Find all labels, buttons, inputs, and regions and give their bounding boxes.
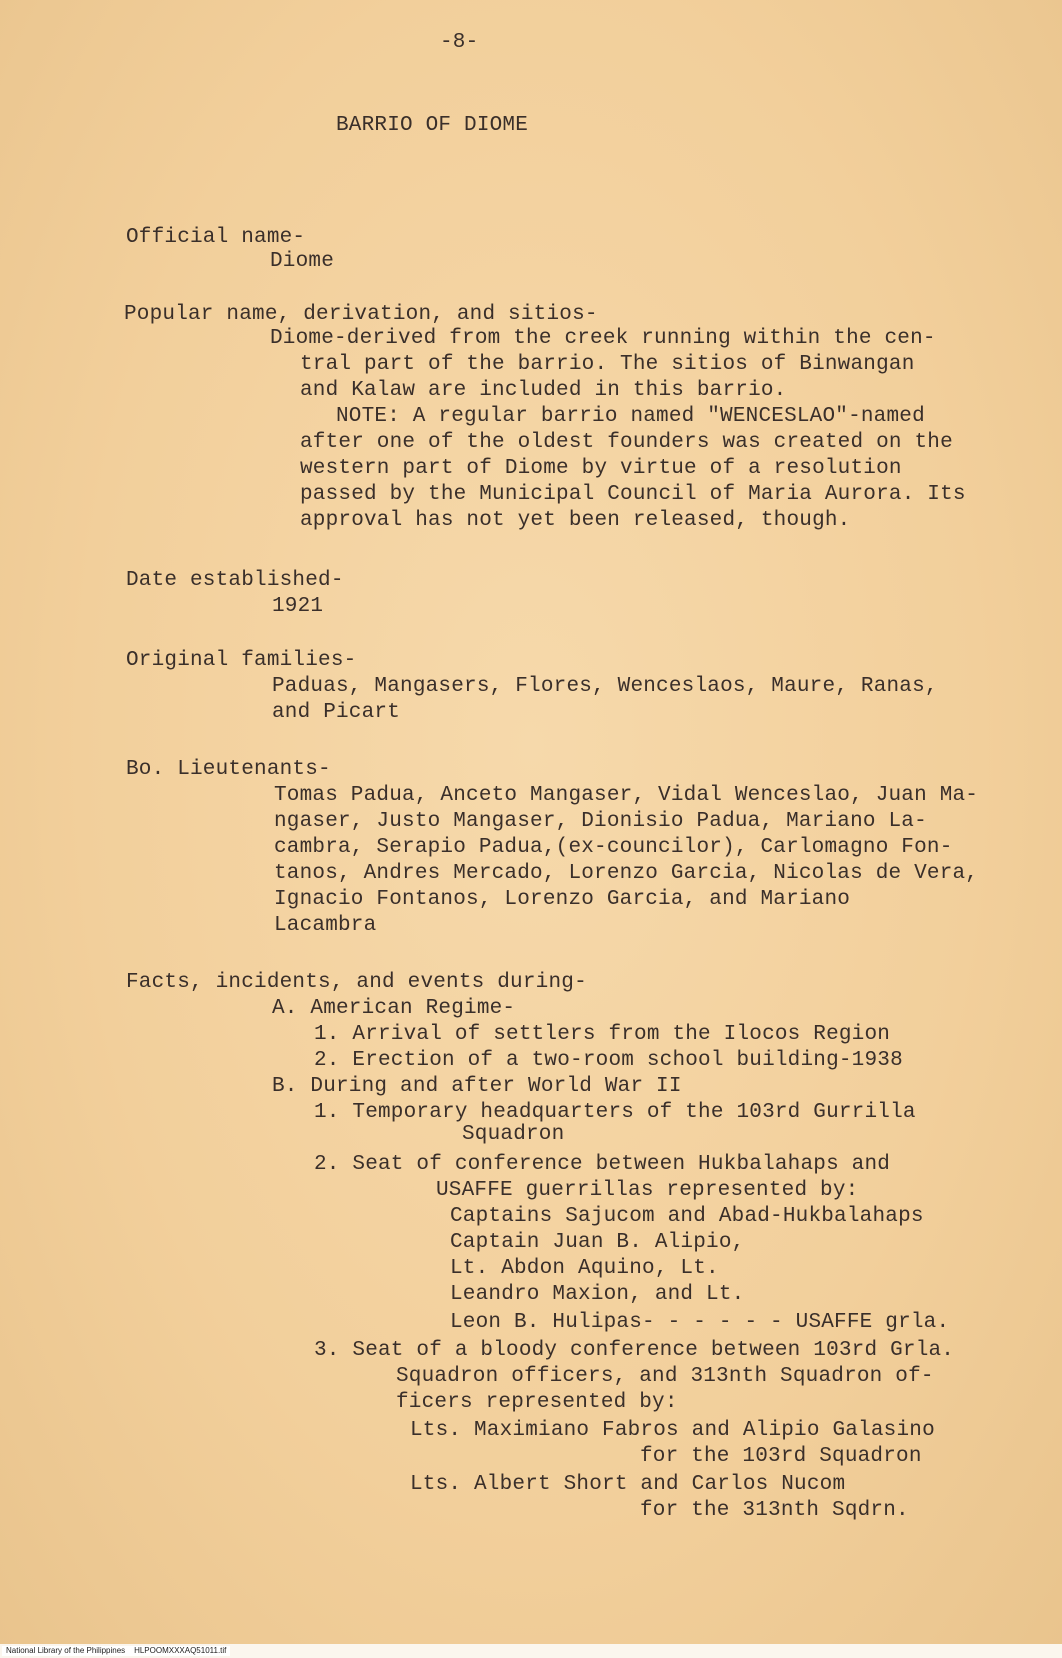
note-line: NOTE: A regular barrio named "WENCESLAO"-named — [336, 405, 925, 428]
facts-line: for the 103rd Squadron — [640, 1445, 922, 1468]
facts-line: B. During and after World War II — [272, 1075, 682, 1098]
facts-line: Lts. Albert Short and Carlos Nucom — [410, 1473, 846, 1496]
facts-line: Leon B. Hulipas- - - - - - USAFFE grla. — [450, 1311, 950, 1334]
facts-line: Lts. Maximiano Fabros and Alipio Galasino — [410, 1419, 935, 1442]
section-heading-popular-name: Popular name, derivation, and sitios- — [124, 303, 598, 326]
note-line: approval has not yet been released, though. — [300, 509, 851, 532]
facts-line: Captain Juan B. Alipio, — [450, 1231, 745, 1254]
facts-line: Captains Sajucom and Abad-Hukbalahaps — [450, 1205, 924, 1228]
section-heading-date-established: Date established- — [126, 569, 344, 592]
lieutenants-line: tanos, Andres Mercado, Lorenzo Garcia, Nicolas de Vera, — [274, 862, 979, 885]
families-line: and Picart — [272, 701, 401, 724]
section-heading-lieutenants: Bo. Lieutenants- — [126, 758, 331, 781]
date-established-value: 1921 — [272, 595, 324, 618]
facts-line: Leandro Maxion, and Lt. — [450, 1283, 745, 1306]
facts-line: 2. Seat of conference between Hukbalahaps and — [314, 1153, 891, 1176]
lieutenants-line: Tomas Padua, Anceto Mangaser, Vidal Wenceslao, Juan Ma- — [274, 784, 979, 807]
facts-line: 1. Arrival of settlers from the Ilocos Region — [314, 1023, 891, 1046]
popular-name-line: tral part of the barrio. The sitios of Binwangan — [300, 353, 915, 376]
lieutenants-line: Lacambra — [274, 914, 377, 937]
facts-line: 1. Temporary headquarters of the 103rd Gurrilla — [314, 1101, 916, 1124]
lieutenants-line: ngaser, Justo Mangaser, Dionisio Padua, Mariano La- — [274, 810, 927, 833]
scan-footer: National Library of the Philippines HLPOOMXXXAQ51011.tif — [2, 1646, 230, 1656]
popular-name-line: Diome-derived from the creek running within the cen- — [270, 327, 936, 350]
lieutenants-line: cambra, Serapio Padua,(ex-councilor), Carlomagno Fon- — [274, 836, 953, 859]
page-number: -8- — [440, 31, 479, 54]
note-line: passed by the Municipal Council of Maria Aurora. Its — [300, 483, 966, 506]
section-heading-facts: Facts, incidents, and events during- — [126, 971, 587, 994]
note-line: after one of the oldest founders was created on the — [300, 431, 953, 454]
section-heading-official-name: Official name- — [126, 226, 306, 249]
facts-line: Lt. Abdon Aquino, Lt. — [450, 1257, 719, 1280]
official-name-value: Diome — [270, 250, 335, 273]
popular-name-line: and Kalaw are included in this barrio. — [300, 379, 787, 402]
facts-line: A. American Regime- — [272, 997, 516, 1020]
families-line: Paduas, Mangasers, Flores, Wenceslaos, Maure, Ranas, — [272, 675, 938, 698]
page-title: BARRIO OF DIOME — [336, 114, 529, 137]
facts-line: Squadron — [462, 1123, 565, 1146]
facts-line: ficers represented by: — [396, 1391, 678, 1414]
facts-line: for the 313nth Sqdrn. — [640, 1499, 909, 1522]
facts-line: USAFFE guerrillas represented by: — [436, 1179, 859, 1202]
facts-line: 3. Seat of a bloody conference between 103rd Grla. — [314, 1339, 955, 1362]
section-heading-original-families: Original families- — [126, 649, 357, 672]
lieutenants-line: Ignacio Fontanos, Lorenzo Garcia, and Mariano — [274, 888, 851, 911]
facts-line: 2. Erection of a two-room school building-1938 — [314, 1049, 903, 1072]
note-line: western part of Diome by virtue of a resolution — [300, 457, 902, 480]
facts-line: Squadron officers, and 313nth Squadron of- — [396, 1365, 934, 1388]
